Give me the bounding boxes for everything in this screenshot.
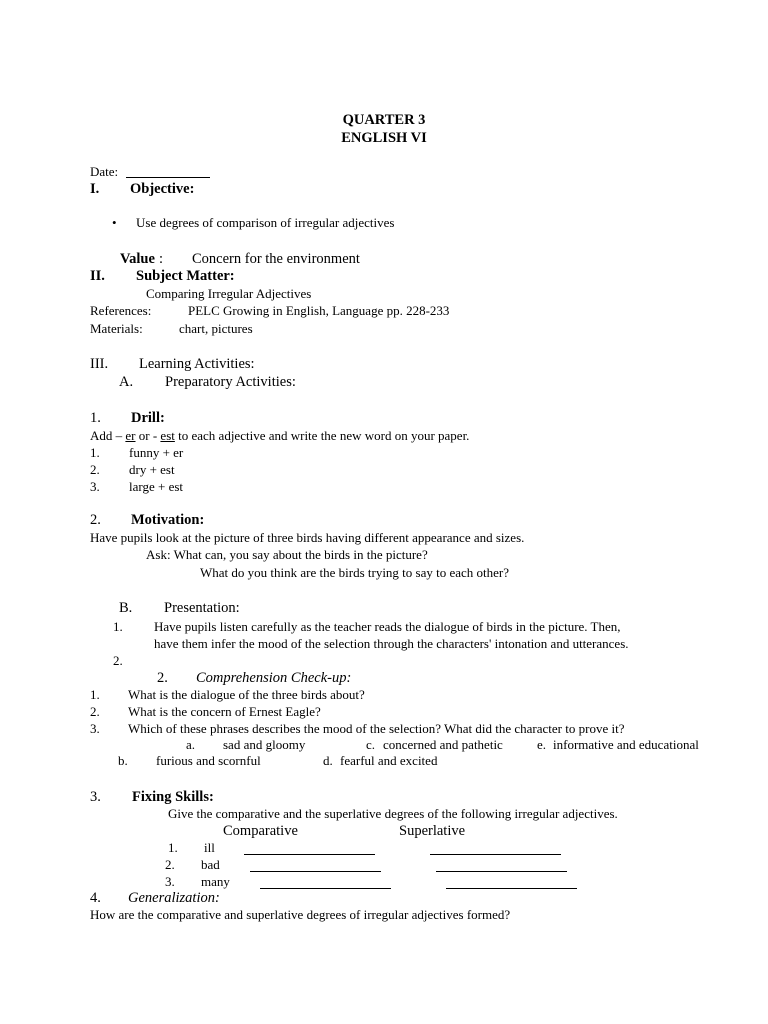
presentation-item-line1: Have pupils listen carefully as the teacher reads the dialogue of birds in the picture. Then,	[154, 619, 621, 634]
drill-item-num: 3.	[90, 479, 100, 494]
fixing-item-word: many	[201, 874, 230, 889]
fixing-num: 3.	[90, 789, 101, 805]
generalization-heading: Generalization:	[128, 890, 220, 906]
choice-text: concerned and pathetic	[383, 737, 503, 752]
motivation-heading: Motivation:	[131, 512, 205, 528]
fixing-item-num: 2.	[165, 857, 175, 872]
comparative-header: Comparative	[223, 823, 298, 839]
drill-item-text: dry + est	[129, 462, 175, 477]
references-label: References:	[90, 303, 152, 318]
question-text: What is the concern of Ernest Eagle?	[128, 704, 321, 719]
comprehension-heading: Comprehension Check-up:	[196, 670, 352, 686]
fixing-instruction: Give the comparative and the superlative degrees of the following irregular adjectives.	[168, 806, 618, 821]
bullet-icon: •	[112, 215, 117, 230]
superlative-blank	[436, 871, 567, 872]
value-label: Value	[120, 251, 155, 267]
superlative-blank	[446, 888, 577, 889]
question-text: Which of these phrases describes the mood of the selection? What did the character to prove it?	[128, 721, 625, 736]
fixing-item-word: ill	[204, 840, 215, 855]
choice-text: sad and gloomy	[223, 737, 306, 752]
superlative-header: Superlative	[399, 823, 466, 839]
drill-instr-post: to each adjective and write the new word on your paper.	[174, 428, 470, 443]
date-blank	[126, 177, 210, 178]
preparatory-heading: Preparatory Activities:	[165, 374, 296, 390]
presentation-item-line2: have them infer the mood of the selection through the characters' intonation and utterances.	[154, 636, 629, 651]
generalization-num: 4.	[90, 890, 101, 906]
choice-text: furious and scornful	[156, 753, 261, 768]
fixing-item-num: 3.	[165, 874, 175, 889]
subject-title: ENGLISH VI	[341, 130, 427, 146]
question-num: 1.	[90, 687, 100, 702]
comparative-blank	[244, 854, 375, 855]
presentation-letter: B.	[119, 600, 133, 616]
motivation-line2: Ask: What can, you say about the birds in the picture?	[146, 547, 428, 562]
drill-item-text: funny + er	[129, 445, 184, 460]
question-num: 3.	[90, 721, 100, 736]
drill-instruction	[90, 428, 469, 444]
subject-matter-numeral: II.	[90, 268, 105, 284]
objective-item: Use degrees of comparison of irregular adjectives	[136, 215, 395, 230]
preparatory-letter: A.	[119, 374, 134, 390]
comparative-blank	[250, 871, 381, 872]
comprehension-num: 2.	[157, 670, 168, 686]
value-text: Concern for the environment	[192, 251, 360, 267]
drill-instr-pre: Add –	[90, 428, 126, 443]
materials-text: chart, pictures	[179, 321, 253, 336]
drill-num: 1.	[90, 410, 101, 426]
references-text: PELC Growing in English, Language pp. 228-233	[188, 303, 450, 318]
objective-heading: Objective:	[130, 181, 195, 197]
motivation-num: 2.	[90, 512, 101, 528]
choice-letter: b.	[118, 753, 128, 768]
choice-letter: c.	[366, 737, 376, 752]
choice-letter: e.	[537, 737, 547, 752]
subject-matter-heading: Subject Matter:	[136, 268, 235, 284]
superlative-blank	[430, 854, 561, 855]
value-colon: :	[159, 251, 164, 267]
choice-text: informative and educational	[553, 737, 699, 752]
materials-label: Materials:	[90, 321, 143, 336]
choice-letter: a.	[186, 737, 196, 752]
drill-heading: Drill:	[131, 410, 165, 426]
question-num: 2.	[90, 704, 100, 719]
objective-numeral: I.	[90, 181, 100, 197]
choice-letter: d.	[323, 753, 333, 768]
presentation-item-num: 2.	[113, 653, 123, 668]
fixing-heading: Fixing Skills:	[132, 789, 214, 805]
drill-item-num: 2.	[90, 462, 100, 477]
subject-matter-topic: Comparing Irregular Adjectives	[146, 286, 312, 301]
fixing-item-num: 1.	[168, 840, 178, 855]
comparative-blank	[260, 888, 391, 889]
drill-instr-mid: or -	[135, 428, 161, 443]
activities-numeral: III.	[90, 356, 109, 372]
drill-instr-er: er	[125, 428, 136, 443]
drill-item-num: 1.	[90, 445, 100, 460]
activities-heading: Learning Activities:	[139, 356, 255, 372]
fixing-item-word: bad	[201, 857, 220, 872]
motivation-line1: Have pupils look at the picture of three birds having different appearance and sizes.	[90, 530, 525, 545]
choice-text: fearful and excited	[340, 753, 438, 768]
drill-item-text: large + est	[129, 479, 184, 494]
generalization-question: How are the comparative and superlative degrees of irregular adjectives formed?	[90, 907, 511, 922]
presentation-item-num: 1.	[113, 619, 123, 634]
date-label: Date:	[90, 164, 119, 179]
quarter-title: QUARTER 3	[342, 112, 426, 128]
motivation-line3: What do you think are the birds trying to say to each other?	[200, 565, 510, 580]
drill-instr-est: est	[160, 428, 175, 443]
question-text: What is the dialogue of the three birds about?	[128, 687, 365, 702]
presentation-heading: Presentation:	[164, 600, 240, 616]
